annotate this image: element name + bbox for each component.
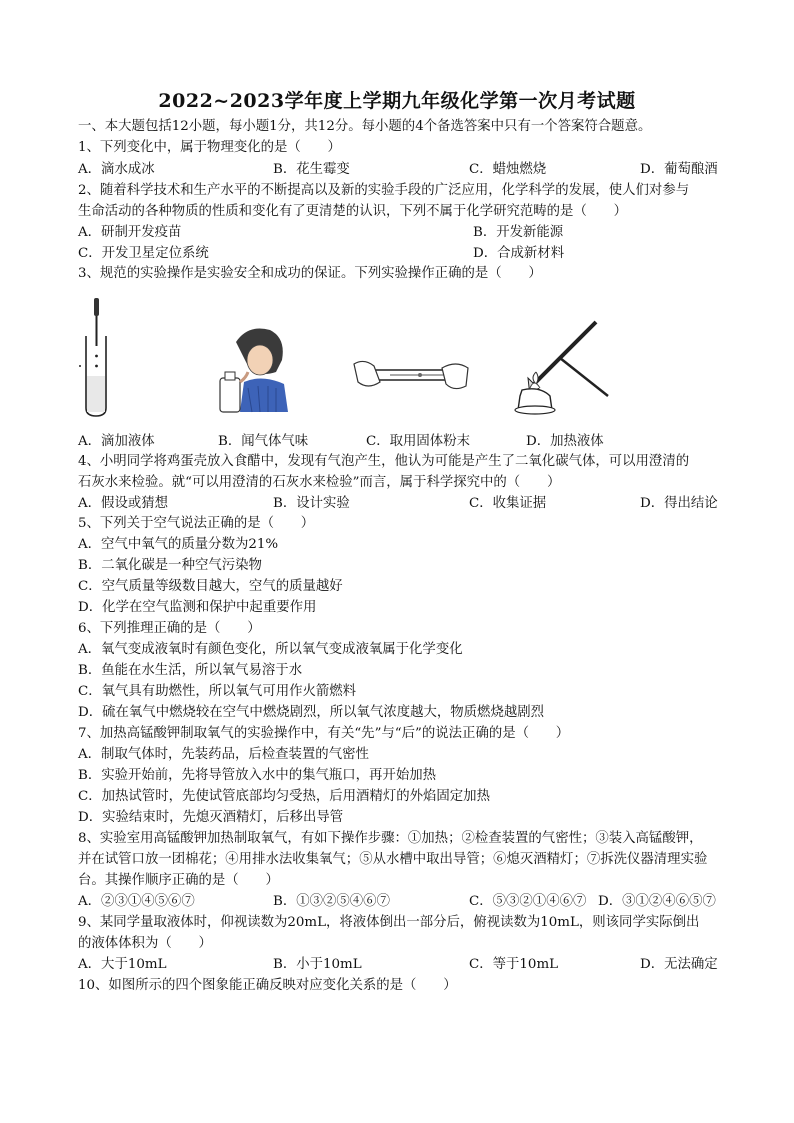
q6-option-c: C．氧气具有助燃性，所以氧气可用作火箭燃料 <box>78 684 357 699</box>
heating-liquid-figure <box>500 314 616 416</box>
q7-option-a: A．制取气体时，先装药品，后检查装置的气密性 <box>78 747 369 762</box>
exam-title: 2022~2023学年度上学期九年级化学第一次月考试题 <box>158 90 636 112</box>
q3-stem: 3、规范的实验操作是实验安全和成功的保证。下列实验操作正确的是（ ） <box>78 266 542 281</box>
q9-stem-line1: 9、某同学量取液体时，仰视读数为20mL，将液体倒出一部分后，俯视读数为10mL，则该同学实际倒出 <box>78 915 700 930</box>
q9-option-d: D．无法确定 <box>640 957 718 972</box>
q8-option-c: C．⑤③②①④⑥⑦ <box>469 894 587 909</box>
q6-option-a: A．氧气变成液氧时有颜色变化，所以氧气变成液氧属于化学变化 <box>78 642 463 657</box>
q4-stem-line2: 石灰水来检验。就“可以用澄清的石灰水来检验”而言，属于科学探究中的（ ） <box>78 475 561 490</box>
q10-stem: 10、如图所示的四个图象能正确反映对应变化关系的是（ ） <box>78 978 457 993</box>
q1-option-d: D．葡萄酿酒 <box>640 162 718 177</box>
q8-option-d: D．③①②④⑥⑤⑦ <box>598 894 716 909</box>
q1-option-c: C．蜡烛燃烧 <box>469 162 547 177</box>
q8-option-a: A．②③①④⑤⑥⑦ <box>78 894 195 909</box>
q7-option-b: B．实验开始前，先将导管放入水中的集气瓶口，再开始加热 <box>78 768 436 783</box>
q9-stem-line2: 的液体体积为（ ） <box>78 936 212 951</box>
q9-option-c: C．等于10mL <box>469 957 559 972</box>
q6-option-d: D．硫在氧气中燃烧较在空气中燃烧剧烈，所以氧气浓度越大，物质燃烧越剧烈 <box>78 705 545 720</box>
q5-option-a: A．空气中氧气的质量分数为21% <box>78 537 279 552</box>
q3-option-c: C．取用固体粉末 <box>366 434 470 449</box>
q8-stem-line1: 8、实验室用高锰酸钾加热制取氧气，有如下操作步骤：①加热；②检查装置的气密性；③装入高锰酸钾， <box>78 831 703 846</box>
q4-option-d: D．得出结论 <box>640 496 718 511</box>
section-instruction: 一、本大题包括12小题，每小题1分，共12分。每小题的4个备选答案中只有一个答案符合题意。 <box>78 119 652 134</box>
q2-option-b: B．开发新能源 <box>473 225 564 240</box>
q2-stem-line1: 2、随着科学技术和生产水平的不断提高以及新的实验手段的广泛应用，化学科学的发展，使人们对参与 <box>78 183 690 198</box>
q5-option-c: C．空气质量等级数目越大，空气的质量越好 <box>78 579 343 594</box>
q8-option-b: B．①③②⑤④⑥⑦ <box>273 894 390 909</box>
q5-option-b: B．二氧化碳是一种空气污染物 <box>78 558 262 573</box>
q5-stem: 5、下列关于空气说法正确的是（ ） <box>78 516 315 531</box>
q7-option-d: D．实验结束时，先熄灭酒精灯，后移出导管 <box>78 810 344 825</box>
q1-option-a: A．滴水成冰 <box>78 162 155 177</box>
q7-stem: 7、加热高锰酸钾制取氧气的实验操作中，有关“先”与“后”的说法正确的是（ ） <box>78 726 570 741</box>
q2-option-c: C．开发卫星定位系统 <box>78 246 209 261</box>
smelling-gas-figure <box>218 322 292 414</box>
q3-option-d: D．加热液体 <box>526 434 604 449</box>
q4-option-a: A．假设或猜想 <box>78 496 169 511</box>
q6-stem: 6、下列推理正确的是（ ） <box>78 621 261 636</box>
q3-option-a: A．滴加液体 <box>78 434 155 449</box>
q9-option-b: B．小于10mL <box>273 957 362 972</box>
q4-option-c: C．收集证据 <box>469 496 547 511</box>
q1-option-b: B．花生霉变 <box>273 162 350 177</box>
q5-option-d: D．化学在空气监测和保护中起重要作用 <box>78 600 317 615</box>
q2-stem-line2: 生命活动的各种物质的性质和变化有了更清楚的认识，下列不属于化学研究范畴的是（ ） <box>78 204 628 219</box>
q4-stem-line1: 4、小明同学将鸡蛋壳放入食醋中，发现有气泡产生，他认为可能是产生了二氧化碳气体，可以用澄清的 <box>78 454 690 469</box>
dropper-test-tube-figure <box>78 296 118 420</box>
q8-stem-line3: 台。其操作顺序正确的是（ ） <box>78 873 279 888</box>
q1-stem: 1、下列变化中，属于物理变化的是（ ） <box>78 140 341 155</box>
q8-stem-line2: 并在试管口放一团棉花；④用排水法收集氧气；⑤从水槽中取出导管；⑥熄灭酒精灯；⑦拆洗仪器清理实验 <box>78 852 708 867</box>
q6-option-b: B．鱼能在水生活，所以氧气易溶于水 <box>78 663 303 678</box>
q3-option-b: B．闻气体气味 <box>218 434 309 449</box>
powder-transfer-figure <box>350 352 472 400</box>
q2-option-d: D．合成新材料 <box>473 246 565 261</box>
q7-option-c: C．加热试管时，先使试管底部均匀受热，后用酒精灯的外焰固定加热 <box>78 789 490 804</box>
q2-option-a: A．研制开发疫苗 <box>78 225 182 240</box>
q9-option-a: A．大于10mL <box>78 957 167 972</box>
q4-option-b: B．设计实验 <box>273 496 350 511</box>
